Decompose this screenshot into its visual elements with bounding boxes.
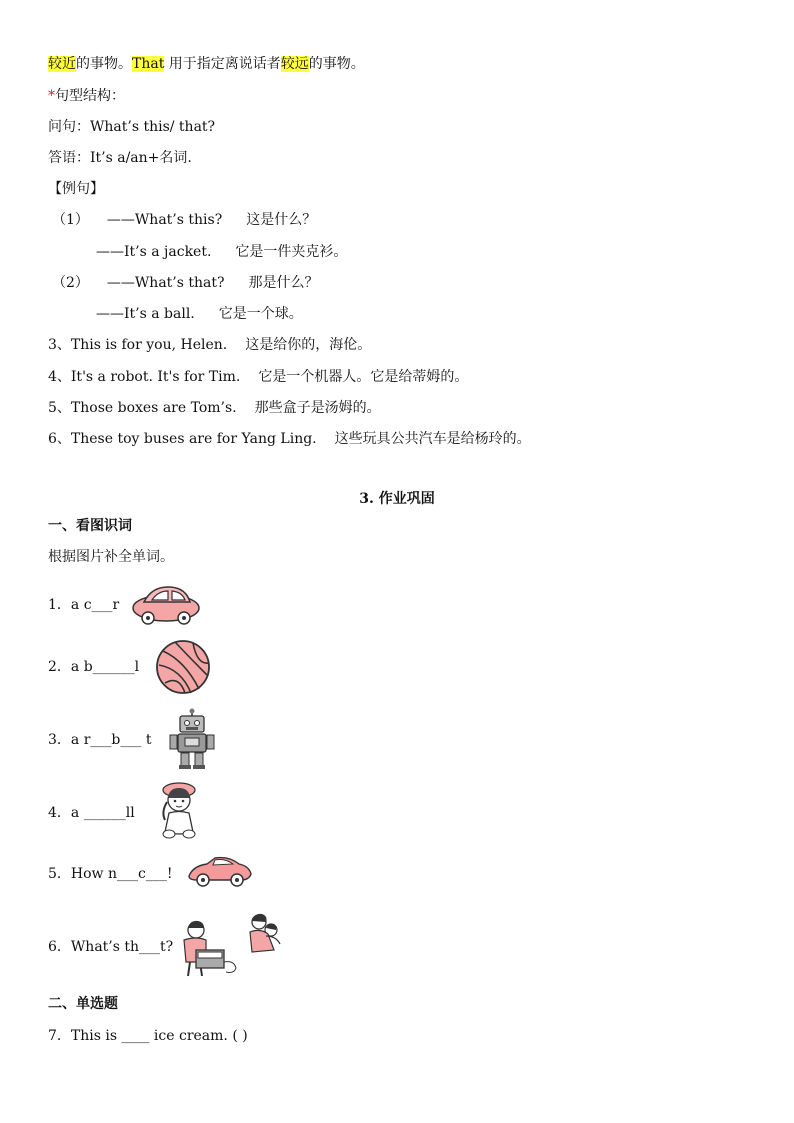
mother-and-child-image <box>244 912 284 956</box>
structure-heading: *句型结构： <box>48 88 125 104</box>
doll-image <box>155 780 203 840</box>
sentence-3: 3、This is for you, Helen. 这是给你的，海伦。 <box>48 337 372 353</box>
question-7: 7．This is ____ ice cream. ( ) <box>48 1028 248 1044</box>
item-1: 1．a c___r <box>48 597 120 613</box>
sentence-5: 5、Those boxes are Tom’s. 那些盒子是汤姆的。 <box>48 400 381 416</box>
example-1-question: （1） ——What’s this? 这是什么？ <box>52 212 317 228</box>
example-2-answer: ——It’s a ball. 它是一个球。 <box>96 306 303 322</box>
part-2-title: 二、单选题 <box>48 996 118 1012</box>
highlight-near: 较近 <box>48 56 76 72</box>
sports-car-image <box>185 852 253 888</box>
boy-with-box-image <box>176 918 242 978</box>
item-4: 4．a ______ll <box>48 805 135 821</box>
sentence-6: 6、These toy buses are for Yang Ling. 这些玩具公共汽车是给杨玲的。 <box>48 431 531 447</box>
highlight-that: That <box>132 56 165 72</box>
item-5: 5．How n___c___! <box>48 866 173 882</box>
section-title: 3. 作业巩固 <box>359 491 435 507</box>
highlight-far: 较远 <box>280 56 309 72</box>
item-3: 3．a r___b___ t <box>48 732 152 748</box>
question-pattern: 问句：What’s this/ that? <box>48 119 216 135</box>
asterisk: * <box>48 88 55 104</box>
item-2: 2．a b______l <box>48 659 140 675</box>
ball-image <box>155 639 211 695</box>
sentence-4: 4、It's a robot. It's for Tim. 它是一个机器人。它是给蒂姆的。 <box>48 369 469 385</box>
answer-pattern: 答语：It’s a/an+名词. <box>48 150 192 166</box>
toy-car-image <box>130 582 202 626</box>
example-2-question: （2） ——What’s that? 那是什么？ <box>52 275 319 291</box>
example-heading: 【例句】 <box>48 181 104 197</box>
line-that-explanation: 较近的事物。That 用于指定离说话者较远的事物。 <box>48 56 365 72</box>
item-6: 6．What’s th___t? <box>48 939 174 955</box>
part-1-title: 一、看图识词 <box>48 518 132 534</box>
part-1-instruction: 根据图片补全单词。 <box>48 549 174 565</box>
robot-image <box>168 708 216 770</box>
example-1-answer: ——It’s a jacket. 它是一件夹克衫。 <box>96 244 348 260</box>
